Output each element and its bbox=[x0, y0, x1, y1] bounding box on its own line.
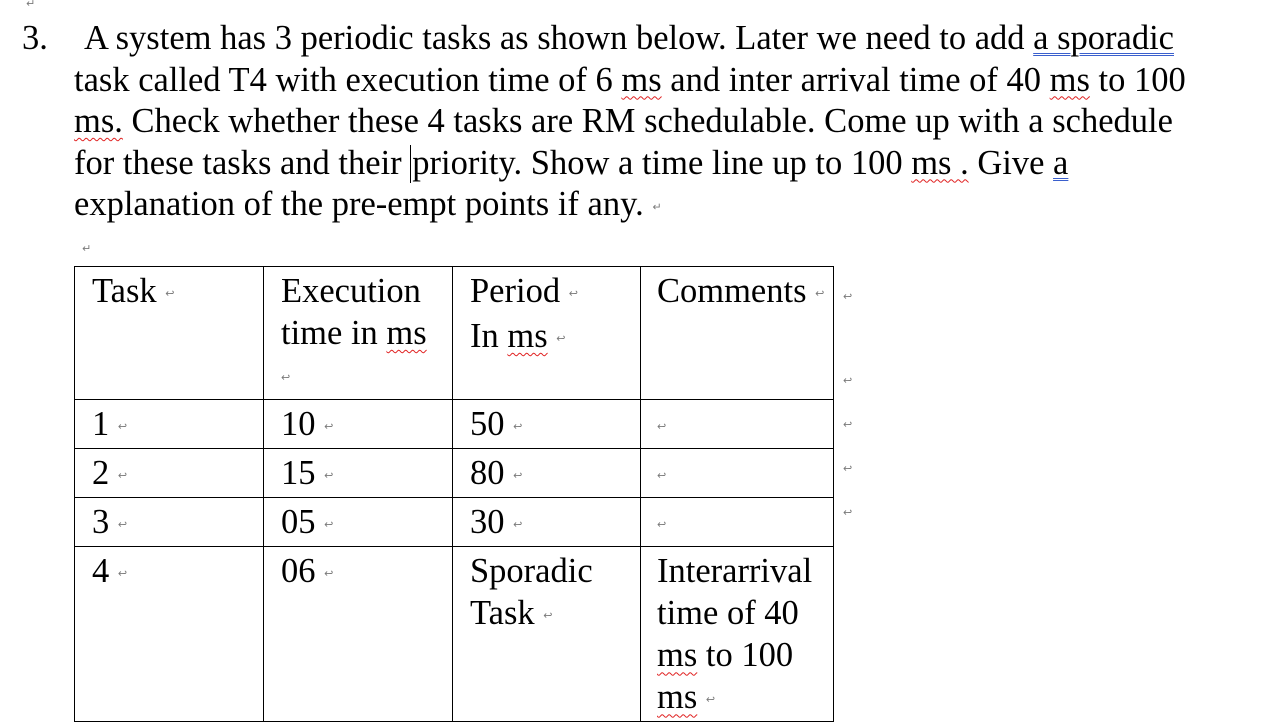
paragraph-mark: ↵ bbox=[82, 242, 92, 255]
exec-cell: 06 ↩ bbox=[264, 547, 453, 722]
question-line-4: for these tasks and their priority. Show a time line up to 100 ms . Give a bbox=[74, 143, 1069, 182]
question-line-3: ms. Check whether these 4 tasks are RM schedulable. Come up with a schedule bbox=[74, 102, 1173, 140]
period-cell: Sporadic Task ↩ bbox=[453, 547, 641, 722]
table-row bbox=[75, 498, 834, 547]
paragraph-mark: ↵ bbox=[26, 0, 36, 10]
paragraph-mark: ↵ bbox=[652, 200, 662, 214]
exec-cell: 05 ↩ bbox=[264, 498, 453, 547]
period-cell: 50 ↩ bbox=[453, 400, 641, 449]
spell-flag-ms: ms bbox=[1049, 60, 1090, 99]
spell-flag-ms: ms bbox=[657, 636, 698, 675]
exec-cell: 15 ↩ bbox=[264, 449, 453, 498]
question-line-1: A system has 3 periodic tasks as shown below. Later we need to add a sporadic bbox=[84, 19, 1174, 57]
comment-cell: ↩ bbox=[641, 400, 834, 449]
header-execution-time: Execution time in ms ↩ bbox=[264, 267, 453, 400]
question-number: 3. bbox=[22, 19, 48, 57]
comment-cell: ↩ bbox=[641, 498, 834, 547]
table-row bbox=[75, 547, 834, 722]
task-table bbox=[74, 266, 834, 722]
exec-cell: 10 ↩ bbox=[264, 400, 453, 449]
row-end-mark: ↩ bbox=[843, 290, 853, 303]
header-task: Task ↩ bbox=[75, 267, 264, 400]
question-line-5: explanation of the pre-empt points if any. ↵ bbox=[74, 185, 662, 223]
comment-cell: ↩ bbox=[641, 449, 834, 498]
row-end-mark: ↩ bbox=[843, 418, 853, 431]
question-line-2: task called T4 with execution time of 6 ms and inter arrival time of 40 ms to 100 bbox=[74, 60, 1186, 99]
spell-flag-ms: ms. bbox=[74, 102, 123, 140]
comment-cell: Interarrival time of 40 ms to 100 ms ↩ bbox=[641, 547, 834, 722]
spell-flag-ms: ms bbox=[621, 60, 662, 99]
task-cell: 3 ↩ bbox=[75, 498, 264, 547]
period-cell: 30 ↩ bbox=[453, 498, 641, 547]
period-cell: 80 ↩ bbox=[453, 449, 641, 498]
spell-flag-ms: ms bbox=[507, 317, 548, 356]
header-comments: Comments ↩ bbox=[641, 267, 834, 400]
task-cell: 4 ↩ bbox=[75, 547, 264, 722]
row-end-mark: ↩ bbox=[843, 462, 853, 475]
task-cell: 2 ↩ bbox=[75, 449, 264, 498]
grammar-flag-a-sporadic: a sporadic bbox=[1033, 19, 1174, 57]
spell-flag-ms: ms bbox=[386, 314, 427, 352]
row-end-mark: ↩ bbox=[843, 506, 853, 519]
task-cell: 1 ↩ bbox=[75, 400, 264, 449]
table-row bbox=[75, 449, 834, 498]
row-end-mark: ↩ bbox=[843, 374, 853, 387]
grammar-flag-a: a bbox=[1053, 143, 1069, 182]
table-header-row bbox=[75, 267, 834, 400]
spell-flag-ms: ms . bbox=[911, 143, 969, 182]
header-period: Period ↩ In ms ↩ bbox=[453, 267, 641, 400]
table-row bbox=[75, 400, 834, 449]
spell-flag-ms: ms bbox=[657, 678, 698, 717]
